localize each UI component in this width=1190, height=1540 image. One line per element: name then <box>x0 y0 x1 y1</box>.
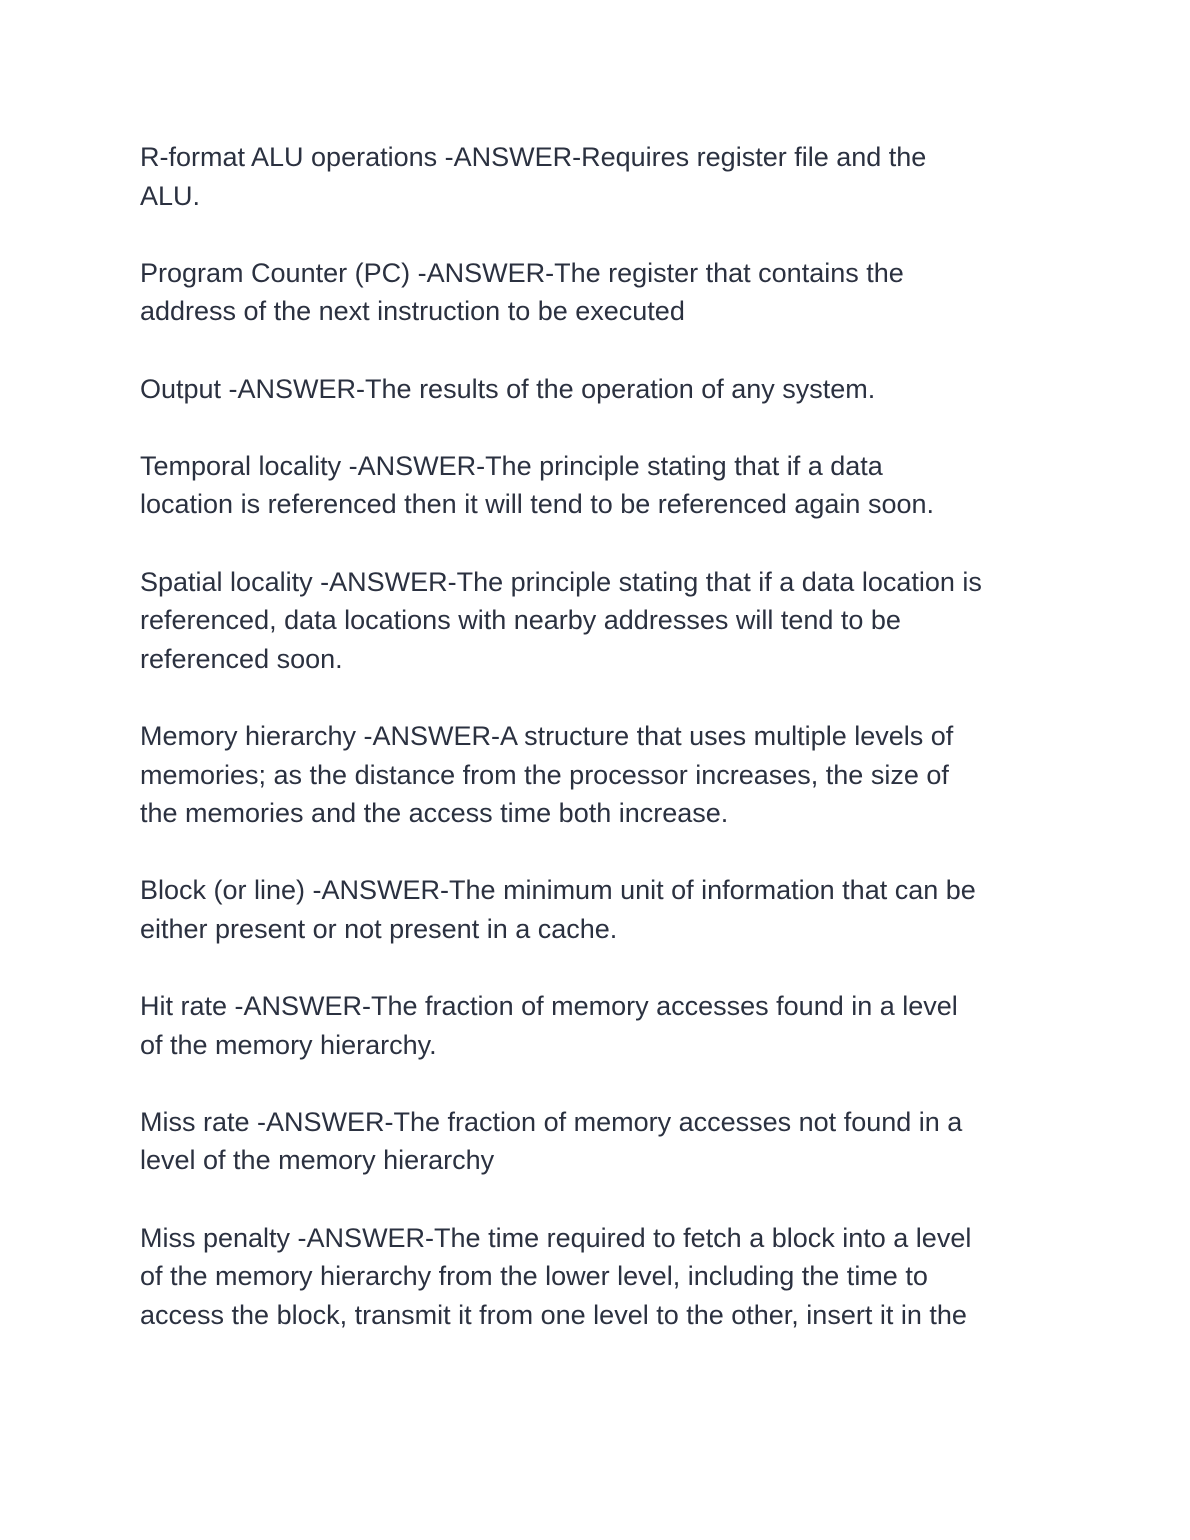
entry-line: Miss penalty -ANSWER-The time required to fetch a block into a level <box>140 1222 972 1253</box>
document-body <box>140 138 1070 1334</box>
entry-line: access the block, transmit it from one level to the other, insert it in the <box>140 1299 967 1330</box>
entry-line: the memories and the access time both increase. <box>140 798 729 829</box>
entry-line: of the memory hierarchy from the lower level, including the time to <box>140 1261 928 1292</box>
entry-line: referenced, data locations with nearby addresses will tend to be <box>140 605 901 636</box>
entry-line: ALU. <box>140 180 201 211</box>
entry-r-format-alu-operations <box>140 138 1070 215</box>
entry-line: address of the next instruction to be executed <box>140 296 685 327</box>
entry-line: memories; as the distance from the processor increases, the size of <box>140 759 949 790</box>
entry-line: Program Counter (PC) -ANSWER-The register that contains the <box>140 257 904 288</box>
entry-line: Spatial locality -ANSWER-The principle stating that if a data location is <box>140 566 982 597</box>
entry-line: referenced soon. <box>140 643 343 674</box>
entry-line: Memory hierarchy -ANSWER-A structure that uses multiple levels of <box>140 720 954 751</box>
entry-line: Block (or line) -ANSWER-The minimum unit of information that can be <box>140 875 976 906</box>
entry-line: Hit rate -ANSWER-The fraction of memory accesses found in a level <box>140 991 958 1022</box>
entry-line: R-format ALU operations -ANSWER-Requires register file and the <box>140 142 927 172</box>
entry-miss-rate <box>140 1103 1070 1180</box>
entry-spatial-locality <box>140 563 1070 679</box>
entry-miss-penalty <box>140 1219 1070 1335</box>
entry-line: Output -ANSWER-The results of the operation of any system. <box>140 373 876 404</box>
entry-line: Miss rate -ANSWER-The fraction of memory accesses not found in a <box>140 1106 963 1137</box>
entry-hit-rate <box>140 987 1070 1064</box>
entry-line: of the memory hierarchy. <box>140 1029 437 1060</box>
entry-memory-hierarchy <box>140 717 1070 833</box>
entry-line: Temporal locality -ANSWER-The principle stating that if a data <box>140 450 883 481</box>
entry-line: location is referenced then it will tend to be referenced again soon. <box>140 489 934 520</box>
entry-block-or-line <box>140 871 1070 948</box>
entry-program-counter <box>140 254 1070 331</box>
entry-line: level of the memory hierarchy <box>140 1145 495 1176</box>
entry-output <box>140 370 1070 409</box>
entry-temporal-locality <box>140 447 1070 524</box>
entry-line: either present or not present in a cache. <box>140 913 618 944</box>
